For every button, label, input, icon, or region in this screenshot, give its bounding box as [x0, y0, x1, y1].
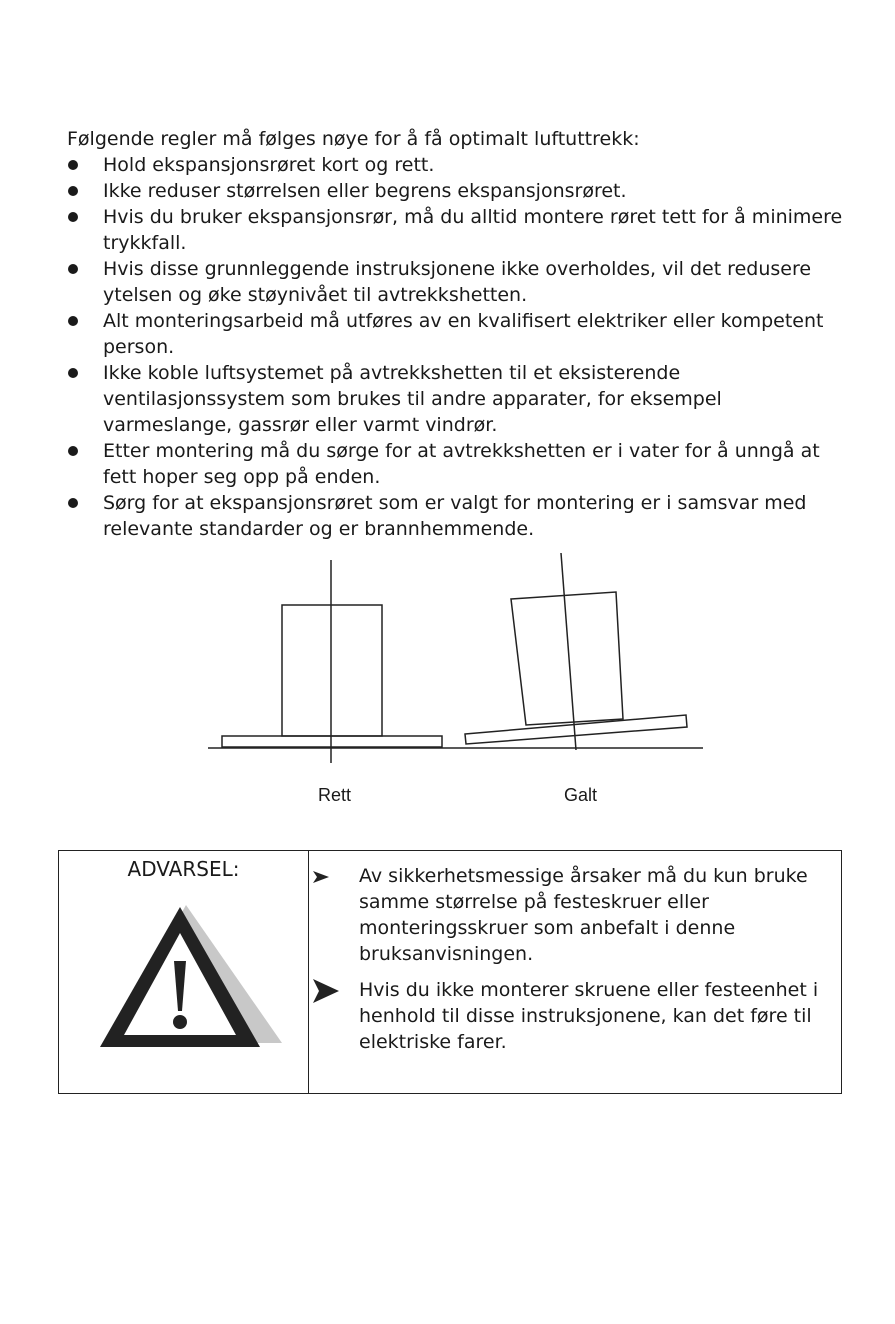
intro-text: Følgende regler må følges nøye for å få optimalt luftuttrekk: [67, 128, 640, 150]
correct-mounting-drawing [222, 560, 442, 763]
warning-triangle-icon [96, 901, 286, 1051]
list-item [66, 256, 846, 308]
list-item [311, 977, 831, 1055]
bullet-icon [68, 368, 78, 378]
bullet-icon [68, 316, 78, 326]
warning-text: Av sikkerhetsmessige årsaker må du kun bruke samme størrelse på festeskruer eller monteringsskruer som anbefalt i denne bruksanvisningen. [359, 865, 808, 965]
rule-text: Sørg for at ekspansjonsrøret som er valgt for montering er i samsvar med relevante standarder og er brannhemmende. [103, 492, 807, 540]
arrow-bullet-icon [311, 977, 341, 1007]
bullet-icon [68, 160, 78, 170]
warning-box [58, 850, 842, 1094]
warning-text: Hvis du ikke monterer skruene eller festeenhet i henhold til disse instruksjonene, kan det føre til elektriske farer. [359, 979, 819, 1053]
list-item [66, 204, 846, 256]
list-item [66, 438, 846, 490]
warning-left-cell [59, 851, 309, 1093]
list-item [66, 308, 846, 360]
rule-text: Hvis disse grunnleggende instruksjonene ikke overholdes, vil det redusere ytelsen og øke støynivået til avtrekkshetten. [103, 258, 812, 306]
bullet-icon [68, 446, 78, 456]
warning-title: ADVARSEL: [127, 857, 240, 881]
rule-text: Ikke koble luftsystemet på avtrekkshetten til et eksisterende ventilasjonssystem som brukes til andre apparater, for eksempel varmeslange, gassrør eller varmt vindrør. [103, 362, 722, 436]
rule-text: Hold ekspansjonsrøret kort og rett. [103, 154, 435, 176]
bullet-icon [68, 212, 78, 222]
arrow-bullet-icon [311, 863, 333, 889]
caption-wrong: Galt [564, 785, 598, 805]
rule-text: Alt monteringsarbeid må utføres av en kvalifisert elektriker eller kompetent person. [103, 310, 824, 358]
bullet-icon [68, 264, 78, 274]
list-item [66, 360, 846, 438]
caption-right: Rett [318, 785, 352, 805]
rule-text: Ikke reduser størrelsen eller begrens ekspansjonsrøret. [103, 180, 627, 202]
list-item [66, 178, 846, 204]
warning-list [311, 863, 831, 1065]
rule-text: Hvis du bruker ekspansjonsrør, må du alltid montere røret tett for å minimere trykkfall. [103, 206, 843, 254]
level-diagram [205, 545, 710, 770]
rule-text: Etter montering må du sørge for at avtrekkshetten er i vater for å unngå at fett hoper seg opp på enden. [103, 440, 820, 488]
rules-list [66, 152, 846, 542]
bullet-icon [68, 498, 78, 508]
list-item [66, 152, 846, 178]
wrong-mounting-drawing [465, 553, 687, 750]
list-item [66, 490, 846, 542]
bullet-icon [68, 186, 78, 196]
list-item [311, 863, 831, 967]
